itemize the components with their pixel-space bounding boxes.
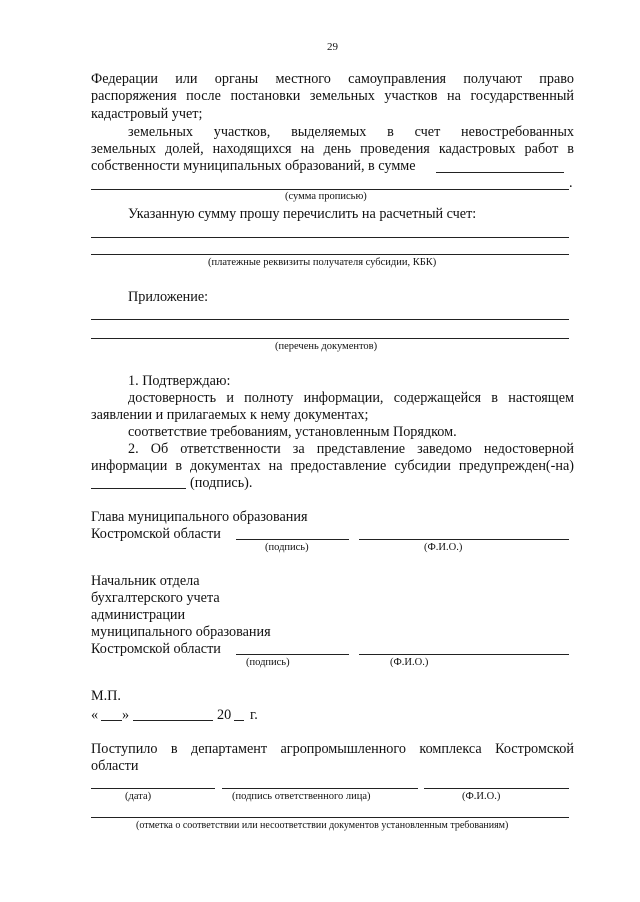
- accountant-line1: Начальник отдела: [91, 573, 200, 589]
- para2-line1: земельных участков, выделяемых в счет невостребованных: [128, 124, 574, 140]
- caption-documents: (перечень документов): [275, 341, 378, 352]
- date-year-prefix: 20: [217, 707, 232, 723]
- accountant-line5: Костромской области: [91, 641, 221, 657]
- para1-line1: Федерации или органы местного самоуправления получают право: [91, 71, 574, 87]
- requisites-blank-1[interactable]: [91, 237, 569, 238]
- page-number: 29: [327, 41, 338, 53]
- responsibility-line2: информации в документах на предоставление субсидии предупрежден(-на): [91, 458, 574, 474]
- received-caption-date: (дата): [125, 791, 152, 802]
- documents-blank-2[interactable]: [91, 338, 569, 339]
- date-day-blank[interactable]: [101, 720, 122, 721]
- accountant-name-blank[interactable]: [359, 654, 569, 655]
- responsibility-sign-blank[interactable]: [91, 488, 186, 489]
- date-year-suffix: г.: [250, 707, 258, 723]
- para1-line3: кадастровый учет;: [91, 106, 203, 122]
- documents-blank-1[interactable]: [91, 319, 569, 320]
- date-quote-open: «: [91, 707, 99, 723]
- received-name-blank[interactable]: [424, 788, 569, 789]
- received-caption-name: (Ф.И.О.): [462, 791, 501, 802]
- accountant-line4: муниципального образования: [91, 624, 271, 640]
- head-caption-sign: (подпись): [265, 542, 309, 553]
- transfer-text: Указанную сумму прошу перечислить на расчетный счет:: [128, 206, 477, 222]
- para1-line2: распоряжения после постановки земельных участков на государственный: [91, 88, 574, 104]
- sum-blank-short[interactable]: [436, 172, 564, 173]
- responsibility-line1: 2. Об ответственности за представление заведомо недостоверной: [128, 441, 574, 457]
- seal-label: М.П.: [91, 688, 121, 704]
- caption-requisites: (платежные реквизиты получателя субсидии, КБК): [208, 257, 437, 268]
- para2-line3: собственности муниципальных образований, в сумме: [91, 158, 416, 174]
- head-sign-blank[interactable]: [236, 539, 349, 540]
- responsibility-line3: (подпись).: [190, 475, 253, 491]
- date-year-blank[interactable]: [234, 720, 244, 721]
- head-line2: Костромской области: [91, 526, 221, 542]
- confirm-line3: соответствие требованиям, установленным Порядком.: [128, 424, 457, 440]
- requisites-blank-2[interactable]: [91, 254, 569, 255]
- attachment-label: Приложение:: [128, 289, 209, 305]
- received-line2: области: [91, 758, 139, 774]
- head-caption-name: (Ф.И.О.): [424, 542, 463, 553]
- accountant-line3: администрации: [91, 607, 186, 623]
- caption-sum: (сумма прописью): [285, 191, 367, 202]
- head-name-blank[interactable]: [359, 539, 569, 540]
- received-line1: Поступило в департамент агропромышленного комплекса Костромской: [91, 741, 574, 757]
- head-line1: Глава муниципального образования: [91, 509, 308, 525]
- received-caption-note: (отметка о соответствии или несоответствии документов установленным требованиям): [136, 820, 509, 831]
- confirm-line2: заявлении и прилагаемых к нему документах;: [91, 407, 369, 423]
- received-sign-blank[interactable]: [222, 788, 418, 789]
- accountant-line2: бухгалтерского учета: [91, 590, 220, 606]
- confirm-line1: достоверность и полноту информации, содержащейся в настоящем: [128, 390, 574, 406]
- date-month-blank[interactable]: [133, 720, 213, 721]
- sum-blank-full[interactable]: [91, 189, 569, 190]
- accountant-caption-sign: (подпись): [246, 657, 290, 668]
- received-note-blank[interactable]: [91, 817, 569, 818]
- received-date-blank[interactable]: [91, 788, 215, 789]
- accountant-sign-blank[interactable]: [236, 654, 349, 655]
- accountant-caption-name: (Ф.И.О.): [390, 657, 429, 668]
- confirm-title: 1. Подтверждаю:: [128, 373, 231, 389]
- received-caption-sign: (подпись ответственного лица): [232, 791, 371, 802]
- sum-period: .: [569, 175, 573, 191]
- para2-line2: земельных долей, находящихся на день проведения кадастровых работ в: [91, 141, 574, 157]
- date-quote-close: »: [122, 707, 130, 723]
